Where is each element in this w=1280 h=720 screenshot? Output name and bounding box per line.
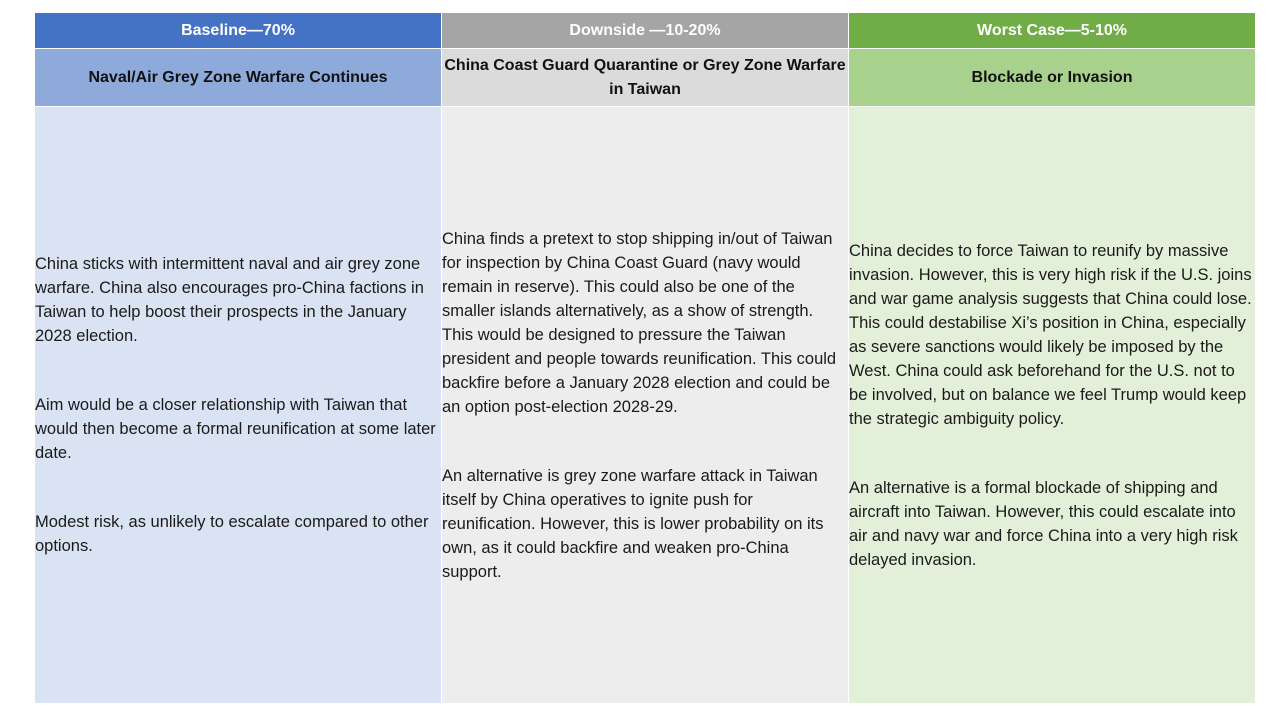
downside-header: Downside —10-20% <box>442 13 849 49</box>
scenario-table <box>34 12 1256 704</box>
downside-body <box>442 107 849 704</box>
baseline-paragraph-2: Aim would be a closer relationship with Taiwan that would then become a formal reunification at some later date. <box>35 396 436 462</box>
worst-case-body <box>849 107 1256 704</box>
worst-case-paragraph-2: An alternative is a formal blockade of shipping and aircraft into Taiwan. However, this could escalate into air and navy war and force China into a very high risk delayed invasion. <box>849 478 1238 569</box>
downside-paragraph-2: An alternative is grey zone warfare attack in Taiwan itself by China operatives to ignite push for reunification. However, this is lower probability on its own, as it could backfire and weaken pro-China support. <box>442 466 824 581</box>
body-row <box>35 107 1256 704</box>
downside-title: China Coast Guard Quarantine or Grey Zone Warfare in Taiwan <box>442 49 849 107</box>
worst-case-header: Worst Case—5-10% <box>849 13 1256 49</box>
header-row <box>35 13 1256 49</box>
baseline-header: Baseline—70% <box>35 13 442 49</box>
baseline-paragraph-1: China sticks with intermittent naval and air grey zone warfare. China also encourages pro-China factions in Taiwan to help boost their prospects in the January 2028 election. <box>35 255 424 345</box>
baseline-paragraph-3: Modest risk, as unlikely to escalate compared to other options. <box>35 513 429 555</box>
worst-case-paragraph-1: China decides to force Taiwan to reunify by massive invasion. However, this is very high risk if the U.S. joins and war game analysis suggests that China could lose. This could destabilise Xi’s position in China, especially as severe sanctions would likely be imposed by the West. China could ask beforehand for the U.S. not to be involved, but on balance we feel Trump would keep the strategic ambiguity policy. <box>849 241 1252 428</box>
baseline-body <box>35 107 442 704</box>
baseline-title: Naval/Air Grey Zone Warfare Continues <box>35 49 442 107</box>
downside-paragraph-1: China finds a pretext to stop shipping in/out of Taiwan for inspection by China Coast Guard (navy would remain in reserve). This could also be one of the smaller islands alternatively, as a show of strength. This would be designed to pressure the Taiwan president and people towards reunification. This could backfire before a January 2028 election and could be an option post-election 2028-29. <box>442 229 837 416</box>
worst-case-title: Blockade or Invasion <box>849 49 1256 107</box>
title-row <box>35 49 1256 107</box>
